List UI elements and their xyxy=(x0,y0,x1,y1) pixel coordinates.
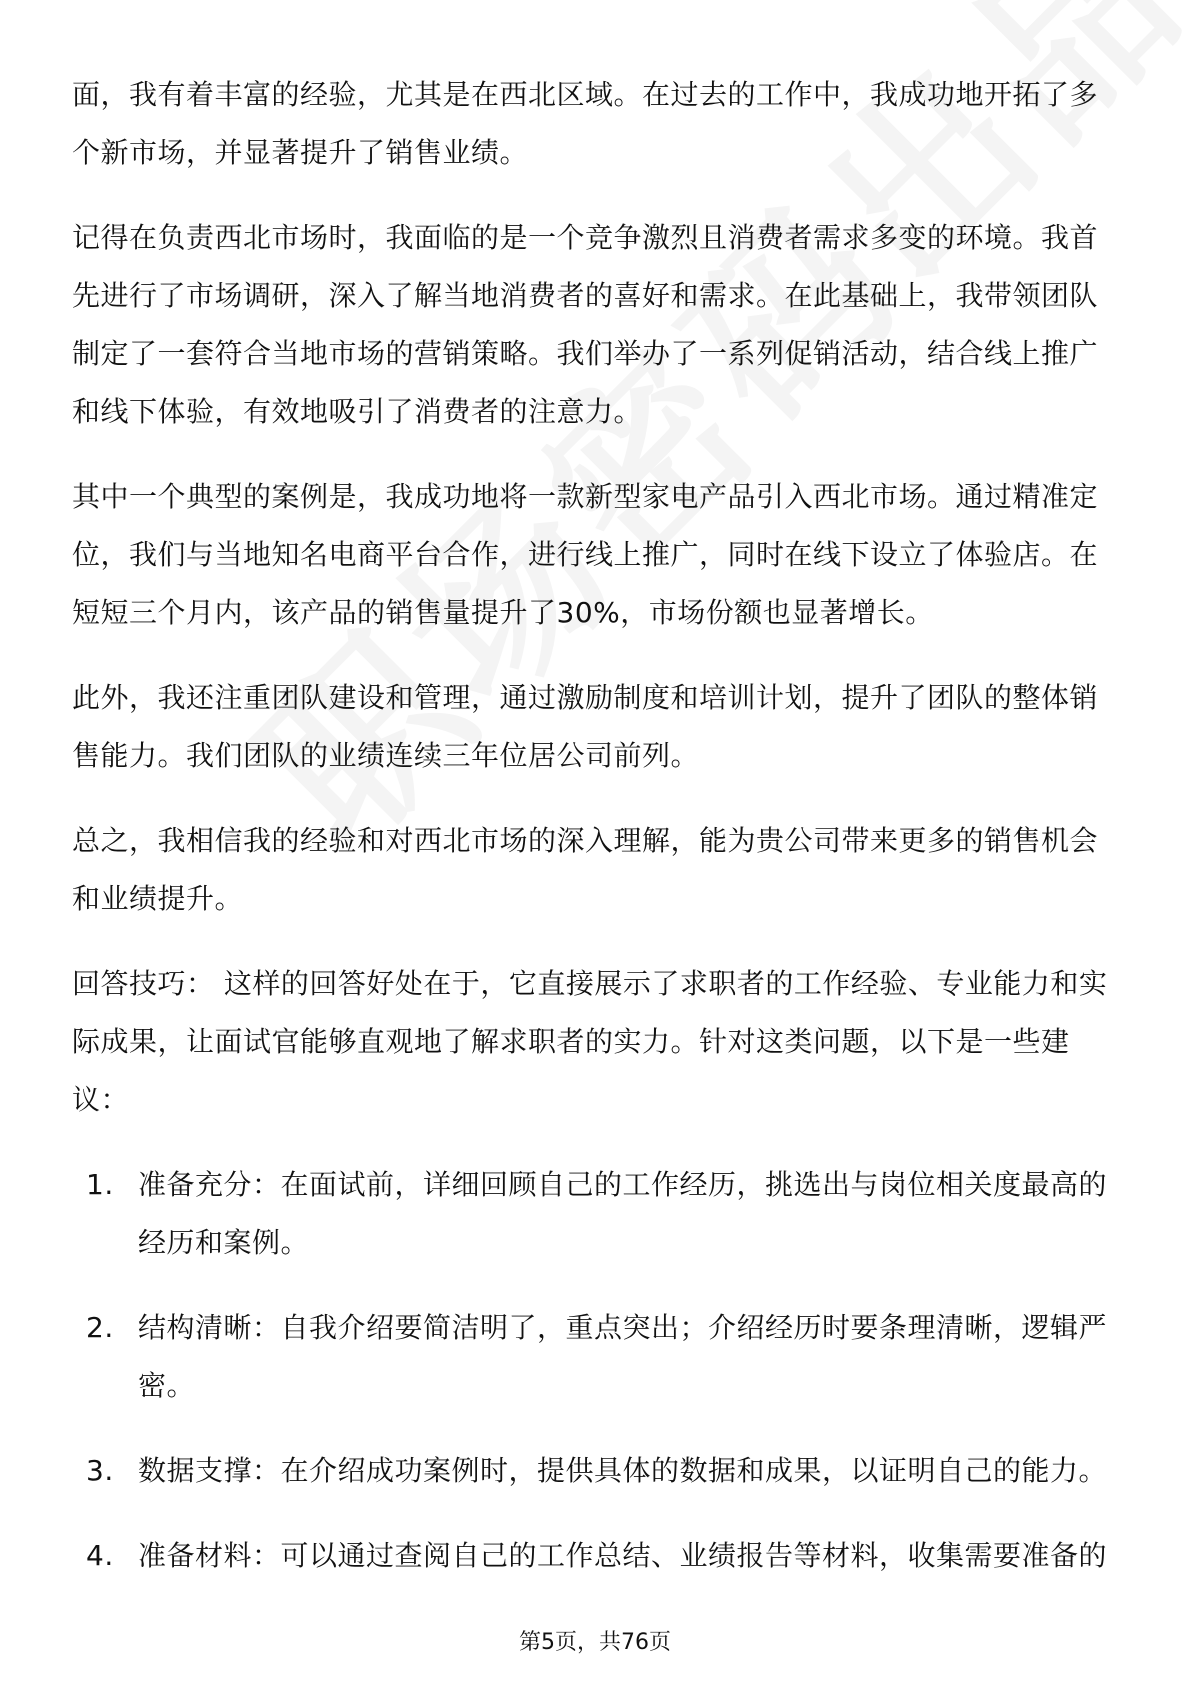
paragraph-answer-tips: 回答技巧： 这样的回答好处在于，它直接展示了求职者的工作经验、专业能力和实际成果，让面试官能够直观地了解求职者的实力。针对这类问题，以下是一些建议： xyxy=(72,967,1108,1116)
list-item-number: 2. xyxy=(86,1311,114,1344)
list-item xyxy=(72,1442,1122,1500)
list-item-text: 准备材料：可以通过查阅自己的工作总结、业绩报告等材料，收集需要准备的 xyxy=(138,1539,1108,1572)
list-item xyxy=(72,1156,1122,1272)
list-item-text: 结构清晰：自我介绍要简洁明了，重点突出；介绍经历时要条理清晰，逻辑严密。 xyxy=(138,1311,1108,1402)
list-item-text: 准备充分：在面试前，详细回顾自己的工作经历，挑选出与岗位相关度最高的经历和案例。 xyxy=(138,1168,1108,1259)
paragraph-conclusion: 总之，我相信我的经验和对西北市场的深入理解，能为贵公司带来更多的销售机会和业绩提升。 xyxy=(72,824,1099,915)
page-footer: 第5页，共76页 xyxy=(519,1630,671,1655)
paragraph-northwest-market: 记得在负责西北市场时，我面临的是一个竞争激烈且消费者需求多变的环境。我首先进行了市场调研，深入了解当地消费者的喜好和需求。在此基础上，我带领团队制定了一套符合当地市场的营销策略。我们举办了一系列促销活动，结合线上推广和线下体验，有效地吸引了消费者的注意力。 xyxy=(72,221,1099,428)
list-item-text: 数据支撑：在介绍成功案例时，提供具体的数据和成果，以证明自己的能力。 xyxy=(138,1454,1108,1487)
tips-list xyxy=(72,1156,1122,1585)
list-item-number: 1. xyxy=(86,1168,114,1201)
list-item-number: 3. xyxy=(86,1454,114,1487)
list-item xyxy=(72,1299,1122,1415)
paragraph-case-study: 其中一个典型的案例是，我成功地将一款新型家电产品引入西北市场。通过精准定位，我们与当地知名电商平台合作，进行线上推广，同时在线下设立了体验店。在短短三个月内，该产品的销售量提升了30%，市场份额也显著增长。 xyxy=(72,480,1099,629)
document-body xyxy=(72,66,1122,1612)
list-item xyxy=(72,1527,1122,1585)
paragraph-team-building: 此外，我还注重团队建设和管理，通过激励制度和培训计划，提升了团队的整体销售能力。我们团队的业绩连续三年位居公司前列。 xyxy=(72,681,1099,772)
list-item-number: 4. xyxy=(86,1539,114,1572)
paragraph-experience-intro: 面，我有着丰富的经验，尤其是在西北区域。在过去的工作中，我成功地开拓了多个新市场，并显著提升了销售业绩。 xyxy=(72,78,1099,169)
